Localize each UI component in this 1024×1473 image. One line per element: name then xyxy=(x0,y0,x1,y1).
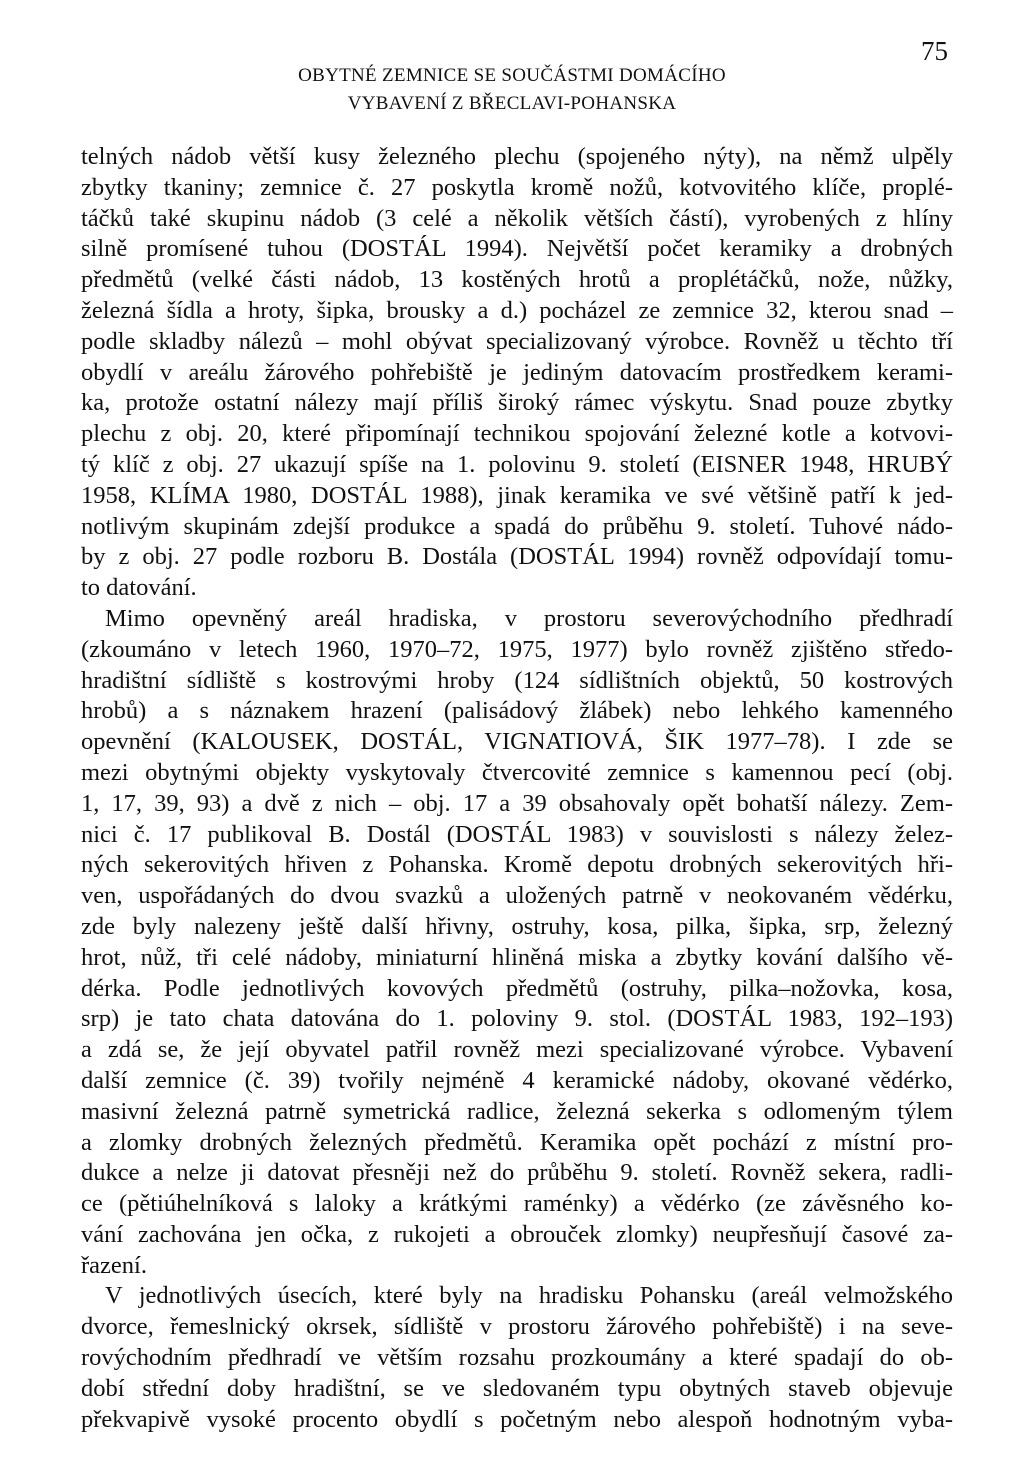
text-line: 1958, KLÍMA 1980, DOSTÁL 1988), jinak keramika ve své většině patří k jed- xyxy=(81,481,953,509)
text-line: nici č. 17 publikoval B. Dostál (DOSTÁL 1983) v souvislosti s nálezy želez- xyxy=(81,820,953,848)
text-line: ka, protože ostatní nálezy mají příliš široký rámec výskytu. Snad pouze zbytky xyxy=(81,389,953,417)
text-line: dukce a nelze ji datovat přesněji než do průběhu 9. století. Rovněž sekera, radli- xyxy=(81,1159,953,1187)
text-line: telných nádob větší kusy železného plechu (spojeného nýty), na němž ulpěly xyxy=(81,143,953,170)
text-line: tý klíč z obj. 27 ukazují spíše na 1. polovinu 9. století (EISNER 1948, HRUBÝ xyxy=(81,450,953,478)
paragraph-2 xyxy=(81,604,953,1282)
text-line: ných sekerovitých hřiven z Pohanska. Kromě depotu drobných sekerovitých hři- xyxy=(81,851,953,879)
text-line: to datování. xyxy=(81,574,197,602)
text-line: rovýchodním předhradí ve větším rozsahu prozkoumány a které spadají do ob- xyxy=(81,1344,953,1372)
text-line: zbytky tkaniny; zemnice č. 27 poskytla kromě nožů, kotvovitého klíče, proplé- xyxy=(81,173,953,201)
text-line: opevnění (KALOUSEK, DOSTÁL, VIGNATIOVÁ, ŠIK 1977–78). I zde se xyxy=(81,728,953,756)
text-line: a zdá se, že její obyvatel patřil rovněž mezi specializované výrobce. Vybavení xyxy=(81,1036,953,1064)
text-line: železná šídla a hroty, šipka, brousky a d.) pocházel ze zemnice 32, kterou snad – xyxy=(81,296,953,324)
text-line: Mimo opevněný areál hradiska, v prostoru severovýchodního předhradí xyxy=(105,604,953,632)
running-head-line-1: OBYTNÉ ZEMNICE SE SOUČÁSTMI DOMÁCÍHO xyxy=(298,65,726,86)
text-line: srp) je tato chata datována do 1. poloviny 9. stol. (DOSTÁL 1983, 192–193) xyxy=(81,1005,953,1033)
paragraph-1 xyxy=(81,142,953,604)
text-line: dobí střední doby hradištní, se ve sledovaném typu obytných staveb objevuje xyxy=(81,1374,953,1402)
text-line: plechu z obj. 20, které připomínají technikou spojování železné kotle a kotvovi- xyxy=(81,420,953,448)
running-head-line-2: VYBAVENÍ Z BŘECLAVI-POHANSKA xyxy=(347,93,677,114)
text-line: mezi obytnými objekty vyskytovaly čtvercovité zemnice s kamennou pecí (obj. xyxy=(81,758,953,786)
page-number: 75 xyxy=(921,36,948,66)
text-line: další zemnice (č. 39) tvořily nejméně 4 keramické nádoby, okované vědérko, xyxy=(81,1066,953,1094)
text-line: by z obj. 27 podle rozboru B. Dostála (DOSTÁL 1994) rovněž odpovídají tomu- xyxy=(81,543,953,571)
text-line: silně promísené tuhou (DOSTÁL 1994). Největší počet keramiky a drobných xyxy=(81,235,953,263)
running-head xyxy=(0,62,1024,118)
text-line: vání zachována jen očka, z rukojeti a obrouček zlomky) neupřesňují časové za- xyxy=(81,1220,953,1248)
text-line: překvapivě vysoké procento obydlí s početným nebo alespoň hodnotným vyba- xyxy=(81,1405,953,1433)
text-line: hrobů) a s náznakem hrazení (palisádový žlábek) nebo lehkého kamenného xyxy=(81,697,953,725)
text-line: hradištní sídliště s kostrovými hroby (124 sídlištních objektů, 50 kostrových xyxy=(81,666,953,694)
text-line: dvorce, řemeslnický okrsek, sídliště v prostoru žárového pohřebiště) i na seve- xyxy=(81,1313,953,1341)
text-line: V jednotlivých úsecích, které byly na hradisku Pohansku (areál velmožského xyxy=(105,1282,953,1310)
text-line: dérka. Podle jednotlivých kovových předmětů (ostruhy, pilka–nožovka, kosa, xyxy=(81,974,953,1002)
text-line: řazení. xyxy=(81,1251,147,1279)
text-line: a zlomky drobných železných předmětů. Keramika opět pochází z místní pro- xyxy=(81,1128,953,1156)
body-text xyxy=(81,142,953,1435)
text-line: ce (pětiúhelníková s laloky a krátkými raménky) a vědérko (ze závěsného ko- xyxy=(81,1190,953,1218)
text-line: masivní železná patrně symetrická radlice, železná sekerka s odlomeným týlem xyxy=(81,1097,953,1125)
paragraph-3 xyxy=(81,1281,953,1435)
text-line: obydlí v areálu žárového pohřebiště je jediným datovacím prostředkem kerami- xyxy=(81,358,953,386)
text-line: notlivým skupinám zdejší produkce a spadá do průběhu 9. století. Tuhové nádo- xyxy=(81,512,953,540)
text-line: ven, uspořádaných do dvou svazků a uložených patrně v neokovaném vědérku, xyxy=(81,882,953,910)
text-line: zde byly nalezeny ještě další hřivny, ostruhy, kosa, pilka, šipka, srp, železný xyxy=(81,912,953,940)
text-line: předmětů (velké části nádob, 13 kostěných hrotů a proplétáčků, nože, nůžky, xyxy=(81,266,953,294)
text-line: hrot, nůž, tři celé nádoby, miniaturní hliněná miska a zbytky kování dalšího vě- xyxy=(81,943,953,971)
text-line: (zkoumáno v letech 1960, 1970–72, 1975, 1977) bylo rovněž zjištěno středo- xyxy=(81,635,953,663)
text-line: podle skladby nálezů – mohl obývat specializovaný výrobce. Rovněž u těchto tří xyxy=(81,327,953,355)
text-line: 1, 17, 39, 93) a dvě z nich – obj. 17 a 39 obsahovaly opět bohatší nálezy. Zem- xyxy=(81,789,953,817)
text-line: táčků také skupinu nádob (3 celé a několik větších částí), vyrobených z hlíny xyxy=(81,204,953,232)
